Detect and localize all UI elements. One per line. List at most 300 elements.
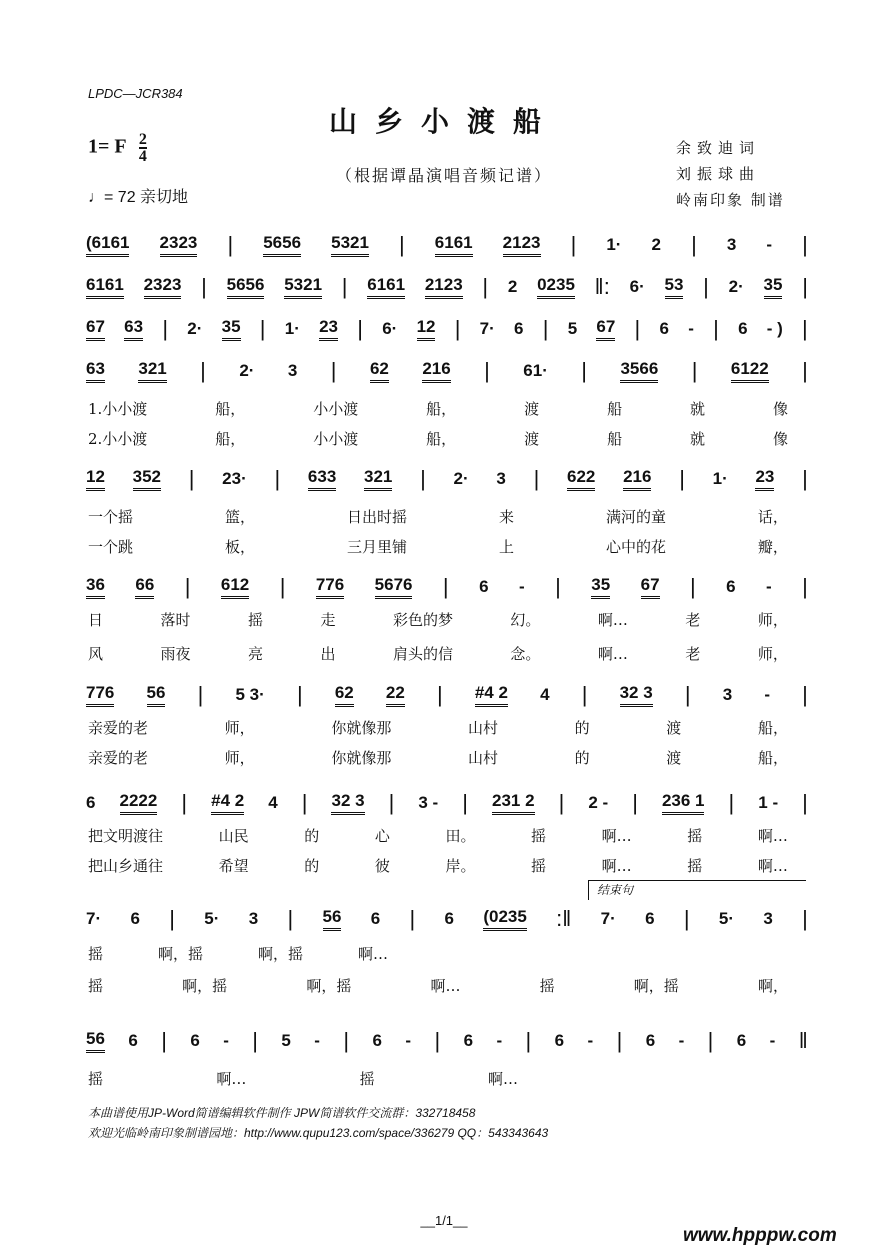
- lyric-line: [88, 609, 788, 630]
- barline: |: [341, 274, 348, 299]
- lyric-syllable: 把山乡通往: [88, 857, 164, 875]
- lyric-syllable: 渡: [524, 430, 540, 448]
- note-group: 5·: [204, 909, 220, 928]
- lyric-syllable: 小小渡: [313, 430, 359, 448]
- note-group: 4: [540, 685, 550, 704]
- barline: |: [802, 466, 808, 491]
- note-group: -: [764, 685, 771, 704]
- lyric-syllable: 船，: [215, 400, 246, 418]
- note-group: (6161: [86, 233, 129, 257]
- note-group: -: [405, 1031, 412, 1050]
- note-group: 6122: [731, 359, 769, 383]
- note-group: 2323: [144, 275, 182, 299]
- note-group: 5676: [375, 575, 413, 599]
- note-group: 35: [222, 317, 241, 341]
- note-group: 6: [659, 319, 669, 338]
- lyric-syllable: 幻。: [510, 611, 541, 629]
- barline: |: [802, 574, 808, 599]
- note-group: 61·: [523, 361, 548, 380]
- note-group: 6161: [86, 275, 124, 299]
- lyric-syllable: 板，: [224, 538, 255, 556]
- lyric-syllable: 船，: [426, 400, 457, 418]
- lyric-syllable: 的: [304, 827, 320, 845]
- lyric-line: [88, 825, 788, 846]
- note-group: 2: [507, 277, 518, 296]
- lyric-syllable: 摇: [687, 857, 703, 875]
- lyric-syllable: 念。: [510, 645, 541, 663]
- note-group: 12: [417, 317, 436, 341]
- note-group: 6: [370, 909, 381, 928]
- lyric-syllable: 雨夜: [160, 645, 191, 663]
- lyric-line: [88, 536, 788, 557]
- lyric-syllable: 像: [772, 400, 788, 418]
- barline: |: [533, 466, 540, 491]
- note-group: 23: [755, 467, 774, 491]
- note-group: 53: [665, 275, 684, 299]
- barline: |: [525, 1028, 532, 1053]
- barline: |: [287, 906, 294, 931]
- lyric-syllable: 船，: [215, 430, 246, 448]
- key-signature: [88, 132, 147, 164]
- note-group: 56: [323, 907, 342, 931]
- note-group: 6: [130, 909, 140, 928]
- music-line: [86, 274, 808, 300]
- barline: |: [802, 790, 808, 815]
- lyric-syllable: 摇: [88, 1070, 104, 1088]
- barline: |: [301, 790, 308, 815]
- note-group: 7·: [86, 909, 102, 928]
- lyric-syllable: 啊，摇: [306, 977, 352, 995]
- music-line: [86, 790, 808, 816]
- barline: |: [689, 574, 696, 599]
- note-group: 1·: [712, 469, 728, 488]
- barline: |: [802, 682, 808, 707]
- note-group: 3 -: [418, 793, 439, 812]
- note-group: -: [678, 1031, 685, 1050]
- score-code: LPDC—JCR384: [88, 86, 183, 101]
- barline: |: [357, 316, 363, 341]
- note-group: 5656: [263, 233, 301, 257]
- lyric-syllable: 摇: [247, 611, 263, 629]
- note-group: 67: [641, 575, 660, 599]
- lyric-syllable: 日出时摇: [346, 508, 407, 526]
- note-group: -: [518, 577, 525, 596]
- lyric-syllable: 日: [88, 611, 104, 629]
- lyric-syllable: 师，: [757, 645, 788, 663]
- page-number: __1/1__: [420, 1213, 468, 1228]
- song-title: 山乡小渡船: [328, 105, 559, 138]
- note-group: 2·: [187, 319, 203, 338]
- note-group: 216: [422, 359, 450, 383]
- note-group: 612: [221, 575, 249, 599]
- note-group: 6: [444, 909, 455, 928]
- lyric-syllable: 就: [690, 430, 706, 448]
- barline: |: [409, 906, 416, 931]
- barline: |: [201, 274, 207, 299]
- lyric-syllable: 师，: [224, 749, 255, 767]
- lyric-syllable: 啊，摇: [182, 977, 228, 995]
- note-group: 36: [86, 575, 105, 599]
- barline: |: [330, 358, 337, 383]
- subtitle: （根据谭晶演唱音频记谱）: [335, 166, 552, 185]
- note-group: 776: [316, 575, 344, 599]
- lyric-syllable: 的: [304, 857, 320, 875]
- note-group: 2222: [120, 791, 158, 815]
- lyric-line: [88, 428, 788, 449]
- music-line: [86, 682, 808, 708]
- lyric-line: [88, 855, 788, 876]
- note-group: 6: [86, 793, 96, 812]
- lyric-syllable: 师，: [224, 719, 255, 737]
- barline: |: [274, 466, 281, 491]
- note-group: 6·: [382, 319, 398, 338]
- lyric-syllable: 满河的童: [605, 508, 666, 526]
- note-group: 5: [281, 1031, 291, 1050]
- note-group: 5: [567, 319, 578, 338]
- lyric-syllable: 落时: [160, 611, 191, 629]
- note-group: 2123: [503, 233, 541, 257]
- note-group: 352: [133, 467, 161, 491]
- lyric-syllable: 话，: [757, 508, 788, 526]
- note-group: 1 -: [758, 793, 779, 812]
- lyric-syllable: 1.小小渡: [88, 400, 148, 418]
- lyric-syllable: 啊，: [757, 977, 788, 995]
- barline: |: [802, 906, 808, 931]
- note-group: 3: [496, 469, 506, 488]
- note-group: -: [769, 1031, 776, 1050]
- lyric-syllable: 船，: [757, 749, 788, 767]
- lyric-syllable: 岸。: [445, 857, 476, 875]
- note-group: 1·: [606, 235, 622, 254]
- lyric-line: [88, 506, 788, 527]
- note-group: 67: [596, 317, 615, 341]
- note-group: 321: [138, 359, 166, 383]
- note-group: 2: [651, 235, 661, 254]
- barline: |: [542, 316, 549, 341]
- note-group: 32 3: [620, 683, 653, 707]
- music-line: [86, 574, 808, 600]
- lyric-syllable: 啊…: [597, 611, 628, 629]
- barline: |: [703, 274, 709, 299]
- lyric-syllable: 船: [607, 400, 623, 418]
- arranger: 岭南印象 制谱: [676, 191, 785, 209]
- note-group: 5321: [331, 233, 369, 257]
- note-group: -: [766, 577, 772, 596]
- lyric-syllable: 亲爱的老: [88, 749, 149, 767]
- lyric-syllable: 出: [320, 645, 336, 663]
- barline: |: [454, 316, 461, 341]
- music-line: [86, 906, 808, 932]
- note-group: 633: [308, 467, 336, 491]
- barline: |: [161, 1028, 167, 1053]
- barline: |: [181, 790, 188, 815]
- note-group: (0235: [483, 907, 526, 931]
- note-group: -: [766, 235, 773, 254]
- lyric-syllable: 摇: [687, 827, 703, 845]
- barline: |: [343, 1028, 350, 1053]
- lyric-line: [88, 975, 788, 996]
- note-group: 776: [86, 683, 114, 707]
- barline: |: [434, 1028, 441, 1053]
- lyric-line: [88, 943, 388, 964]
- lyric-syllable: 彩色的梦: [392, 611, 453, 629]
- note-group: 321: [364, 467, 392, 491]
- coda-bracket: [588, 880, 806, 900]
- lyric-syllable: 船，: [757, 719, 788, 737]
- note-group: -: [587, 1031, 594, 1050]
- lyric-syllable: 摇: [88, 945, 104, 963]
- lyric-syllable: 小小渡: [313, 400, 359, 418]
- note-group: 3: [763, 909, 773, 928]
- lyric-syllable: 啊，摇: [157, 945, 203, 963]
- lyric-syllable: 上: [498, 538, 514, 556]
- note-group: 6: [514, 319, 524, 338]
- barline: |: [296, 682, 303, 707]
- barline: |: [691, 358, 698, 383]
- barline: |: [802, 232, 808, 257]
- note-group: -: [314, 1031, 320, 1050]
- note-group: 3: [248, 909, 259, 928]
- lyric-syllable: 的: [574, 719, 590, 737]
- note-group: 231 2: [492, 791, 535, 815]
- barline: |: [184, 574, 191, 599]
- lyric-syllable: 心: [374, 827, 390, 845]
- lyric-line: [88, 1068, 518, 1089]
- music-line: [86, 232, 808, 258]
- barline: |: [399, 232, 405, 257]
- lyric-syllable: 就: [690, 400, 706, 418]
- note-group: #4 2: [475, 683, 508, 707]
- note-group: 7·: [600, 909, 616, 928]
- lyric-syllable: 风: [88, 645, 104, 663]
- lyric-syllable: 啊…: [601, 827, 632, 845]
- note-group: 6161: [435, 233, 473, 257]
- note-group: 6: [645, 909, 655, 928]
- note-group: 62: [335, 683, 354, 707]
- lyric-syllable: 摇: [531, 827, 547, 845]
- note-group: 6: [554, 1031, 565, 1050]
- note-group: 2 -: [588, 793, 609, 812]
- note-group: 56: [86, 1029, 105, 1053]
- coda-label: 结束句: [597, 883, 634, 897]
- note-group: 3: [722, 685, 733, 704]
- barline: |: [436, 682, 443, 707]
- lyric-syllable: 篮，: [224, 508, 255, 526]
- note-group: 22: [386, 683, 405, 707]
- note-group: 2·: [239, 361, 255, 380]
- note-group: 6: [736, 1031, 747, 1050]
- note-group: 6161: [367, 275, 405, 299]
- note-group: 1·: [284, 319, 300, 338]
- key-text: 1= F: [88, 135, 126, 158]
- barline: |: [683, 906, 690, 931]
- lyric-syllable: 摇: [531, 857, 547, 875]
- lyric-syllable: 你就像那: [331, 749, 392, 767]
- footer-note-2: 欢迎光临岭南印象制谱园地：http://www.qupu123.com/space/336279 QQ：543343643: [88, 1126, 549, 1140]
- lyric-syllable: 一个摇: [88, 508, 134, 526]
- barline: |: [558, 790, 565, 815]
- note-group: 63: [86, 359, 105, 383]
- time-top: 2: [138, 131, 147, 148]
- lyric-syllable: 山村: [467, 749, 498, 767]
- barline: |: [581, 682, 588, 707]
- lyric-syllable: 彼: [374, 857, 390, 875]
- barline: |: [581, 358, 588, 383]
- lyric-syllable: 渡: [666, 749, 682, 767]
- lyric-syllable: 亲爱的老: [88, 719, 149, 737]
- note-group: 6: [726, 577, 736, 596]
- lyric-syllable: 师，: [757, 611, 788, 629]
- barline: |: [802, 316, 808, 341]
- lyric-syllable: 像: [772, 430, 788, 448]
- note-group: 6·: [629, 277, 645, 296]
- lyric-syllable: 啊…: [216, 1070, 247, 1088]
- lyric-syllable: 把文明渡往: [88, 827, 164, 845]
- lyric-syllable: 希望: [218, 857, 249, 875]
- note-group: -: [496, 1031, 503, 1050]
- lyric-syllable: 一个跳: [88, 538, 134, 556]
- note-group: #4 2: [211, 791, 244, 815]
- note-group: 5 3·: [235, 685, 265, 704]
- time-signature: [139, 132, 147, 164]
- music-line: [86, 466, 808, 492]
- barline: |: [162, 316, 169, 341]
- lyric-syllable: 啊，摇: [633, 977, 679, 995]
- lyric-syllable: 啊…: [757, 857, 788, 875]
- note-group: 5·: [718, 909, 735, 928]
- barline: |: [227, 232, 234, 257]
- note-group: 2123: [425, 275, 463, 299]
- barline: |: [570, 232, 577, 257]
- barline: |: [691, 232, 697, 257]
- barline: |: [616, 1028, 623, 1053]
- note-group: - ): [766, 319, 783, 338]
- lyric-syllable: 啊…: [601, 857, 632, 875]
- note-group: 6: [128, 1031, 138, 1050]
- lyric-syllable: 2.小小渡: [88, 430, 148, 448]
- note-group: 12: [86, 467, 105, 491]
- note-group: -: [223, 1031, 229, 1050]
- lyric-syllable: 走: [320, 611, 336, 629]
- barline: |: [802, 358, 808, 383]
- note-group: 6: [190, 1031, 200, 1050]
- lyric-line: [88, 398, 788, 419]
- barline: |: [555, 574, 561, 599]
- barline: |: [169, 906, 175, 931]
- music-line: [86, 316, 808, 342]
- note-group: 56: [147, 683, 166, 707]
- barline: |: [252, 1028, 258, 1053]
- note-group: 32 3: [331, 791, 364, 815]
- lyric-syllable: 亮: [247, 645, 263, 663]
- lyric-line: [88, 717, 788, 738]
- note-group: 3: [726, 235, 737, 254]
- barline: |: [482, 274, 489, 299]
- note-group: 216: [623, 467, 651, 491]
- lyric-syllable: 摇: [88, 977, 104, 995]
- note-group: 6: [645, 1031, 656, 1050]
- barline: |: [707, 1028, 714, 1053]
- barline: |: [484, 358, 490, 383]
- watermark-site: www.hpppw.com: [683, 1225, 837, 1246]
- note-group: 35: [764, 275, 783, 299]
- lyric-syllable: 老: [685, 611, 701, 629]
- barline: |: [442, 574, 449, 599]
- lyric-syllable: 啊…: [357, 945, 388, 963]
- note-group: 5321: [284, 275, 322, 299]
- lyric-syllable: 摇: [359, 1070, 375, 1088]
- note-group: 62: [370, 359, 389, 383]
- note-group: 23: [319, 317, 338, 341]
- note-group: 63: [124, 317, 143, 341]
- note-group: 2·: [728, 277, 744, 296]
- tempo-marking: ♩= 72 亲切地: [88, 189, 189, 206]
- note-group: 7·: [479, 319, 495, 338]
- lyric-syllable: 来: [498, 508, 514, 526]
- lyric-syllable: 啊…: [597, 645, 628, 663]
- lyric-syllable: 山民: [218, 827, 249, 845]
- barline: ‖:: [594, 274, 610, 299]
- lyric-syllable: 船，: [426, 430, 457, 448]
- barline: |: [200, 358, 206, 383]
- note-group: 2·: [453, 469, 469, 488]
- lyric-syllable: 啊…: [430, 977, 461, 995]
- note-group: 3: [287, 361, 298, 380]
- lyricist: 余致迪词: [676, 139, 761, 157]
- barline: |: [188, 466, 195, 491]
- lyric-syllable: 的: [574, 749, 590, 767]
- lyric-syllable: 三月里铺: [346, 538, 407, 556]
- lyric-syllable: 啊，摇: [257, 945, 303, 963]
- note-group: 6: [479, 577, 489, 596]
- time-bottom: 4: [138, 148, 147, 165]
- note-group: 2323: [160, 233, 198, 257]
- note-group: 66: [135, 575, 154, 599]
- lyric-syllable: 摇: [539, 977, 555, 995]
- note-group: 6: [463, 1031, 474, 1050]
- note-group: 5656: [227, 275, 265, 299]
- note-group: -: [688, 319, 694, 338]
- barline: |: [728, 790, 735, 815]
- barline: |: [388, 790, 395, 815]
- note-group: 0235: [537, 275, 575, 299]
- lyric-line: [88, 747, 788, 768]
- note-group: 6: [738, 319, 748, 338]
- note-group: 67: [86, 317, 105, 341]
- lyric-syllable: 啊…: [757, 827, 788, 845]
- barline: |: [197, 682, 204, 707]
- lyric-syllable: 船: [607, 430, 623, 448]
- lyric-syllable: 啊…: [487, 1070, 518, 1088]
- lyric-syllable: 瓣，: [757, 538, 788, 556]
- barline: |: [634, 316, 641, 341]
- music-line: [86, 1028, 808, 1054]
- lyric-syllable: 你就像那: [331, 719, 392, 737]
- note-group: 35: [591, 575, 610, 599]
- barline: ‖: [798, 1028, 808, 1053]
- barline: |: [462, 790, 468, 815]
- barline: :‖: [556, 906, 572, 931]
- barline: |: [679, 466, 685, 491]
- music-line: [86, 358, 808, 384]
- barline: |: [279, 574, 286, 599]
- note-group: 622: [567, 467, 595, 491]
- barline: |: [713, 316, 719, 341]
- composer: 刘振球曲: [676, 165, 761, 183]
- lyric-syllable: 山村: [467, 719, 498, 737]
- lyric-syllable: 田。: [445, 827, 476, 845]
- barline: |: [632, 790, 638, 815]
